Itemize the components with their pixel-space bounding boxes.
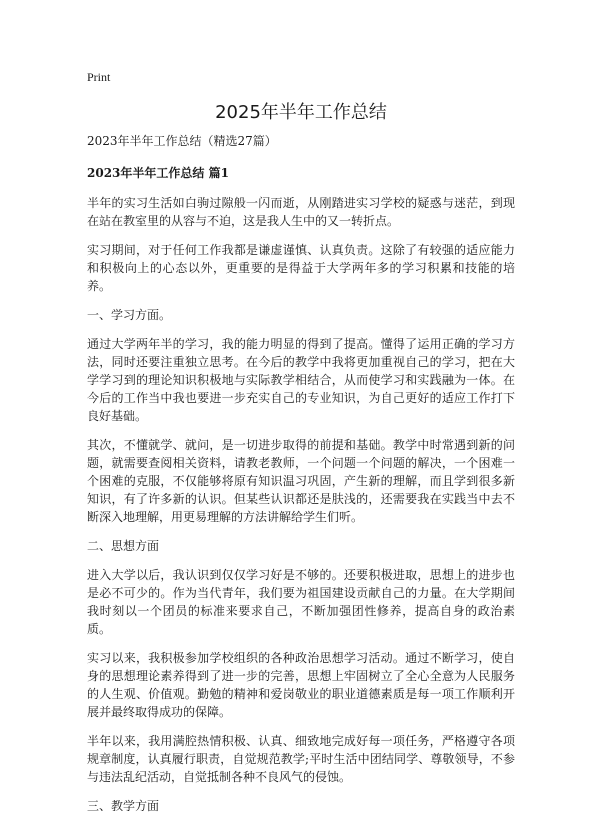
document-title: 2025年半年工作总结 (215, 102, 387, 123)
subheading-thought: 二、思想方面 (87, 539, 160, 553)
paragraph-thought-3: 半年以来，我用满腔热情积极、认真、细致地完成好每一项任务，严格遵守各项规章制度，认真履行职责，自觉规范教学;平时生活中团结同学、尊敬领导，不参与违法乱纪活动，自觉抵制各种不良风气的侵蚀。 (87, 734, 515, 784)
paragraph-intro: 半年的实习生活如白驹过隙般一闪而逝，从刚踏进实习学校的疑惑与迷茫，到现在站在教室里的从容与不迫，这是我人生中的又一转折点。 (87, 196, 515, 228)
document-subtitle: 2023年半年工作总结（精选27篇） (87, 134, 277, 148)
section-heading: 2023年半年工作总结 篇1 (87, 166, 229, 180)
paragraph-thought-1: 进入大学以后，我认识到仅仅学习好是不够的。还要积极进取，思想上的进步也是必不可少的。作为当代青年，我们要为祖国建设贡献自己的力量。在大学期间我时刻以一个团员的标准来要求自己，不断加强团性修养，提高自身的政治素质。 (87, 568, 515, 636)
paragraph-study-2: 其次，不懂就学、就问，是一切进步取得的前提和基础。教学中时常遇到新的问题，就需要查阅相关资料，请教老教师，一个问题一个问题的解决，一个困难一个困难的克服，不仅能够将原有知识温习巩固，产生新的理解，而且学到很多新知识，有了许多新的认识。但某些认识都还是肤浅的，还需要我在实践当中去不断深入地理解，用更易理解的方法讲解给学生们听。 (87, 438, 515, 524)
print-label: Print (87, 70, 111, 84)
document-body (87, 132, 515, 826)
subheading-teaching: 三、教学方面 (87, 799, 160, 813)
paragraph-attitude: 实习期间，对于任何工作我都是谦虚谨慎、认真负责。这除了有较强的适应能力和积极向上的心态以外，更重要的是得益于大学两年多的学习积累和技能的培养。 (87, 243, 515, 293)
paragraph-thought-2: 实习以来，我积极参加学校组织的各种政治思想学习活动。通过不断学习，使自身的思想理论素养得到了进一步的完善，思想上牢固树立了全心全意为人民服务的人生观、价值观。勤勉的精神和爱岗敬业的职业道德素质是每一项工作顺利开展并最终取得成功的保障。 (87, 651, 515, 719)
paragraph-study-1: 通过大学两年半的学习，我的能力明显的得到了提高。懂得了运用正确的学习方法，同时还要注重独立思考。在今后的教学中我将更加重视自己的学习，把在大学学习到的理论知识积极地与实际教学相结合，从而使学习和实践融为一体。在今后的工作当中我也要进一步充实自己的专业知识，为自己更好的适应工作打下良好基础。 (87, 337, 515, 423)
subheading-study: 一、学习方面。 (87, 308, 172, 322)
